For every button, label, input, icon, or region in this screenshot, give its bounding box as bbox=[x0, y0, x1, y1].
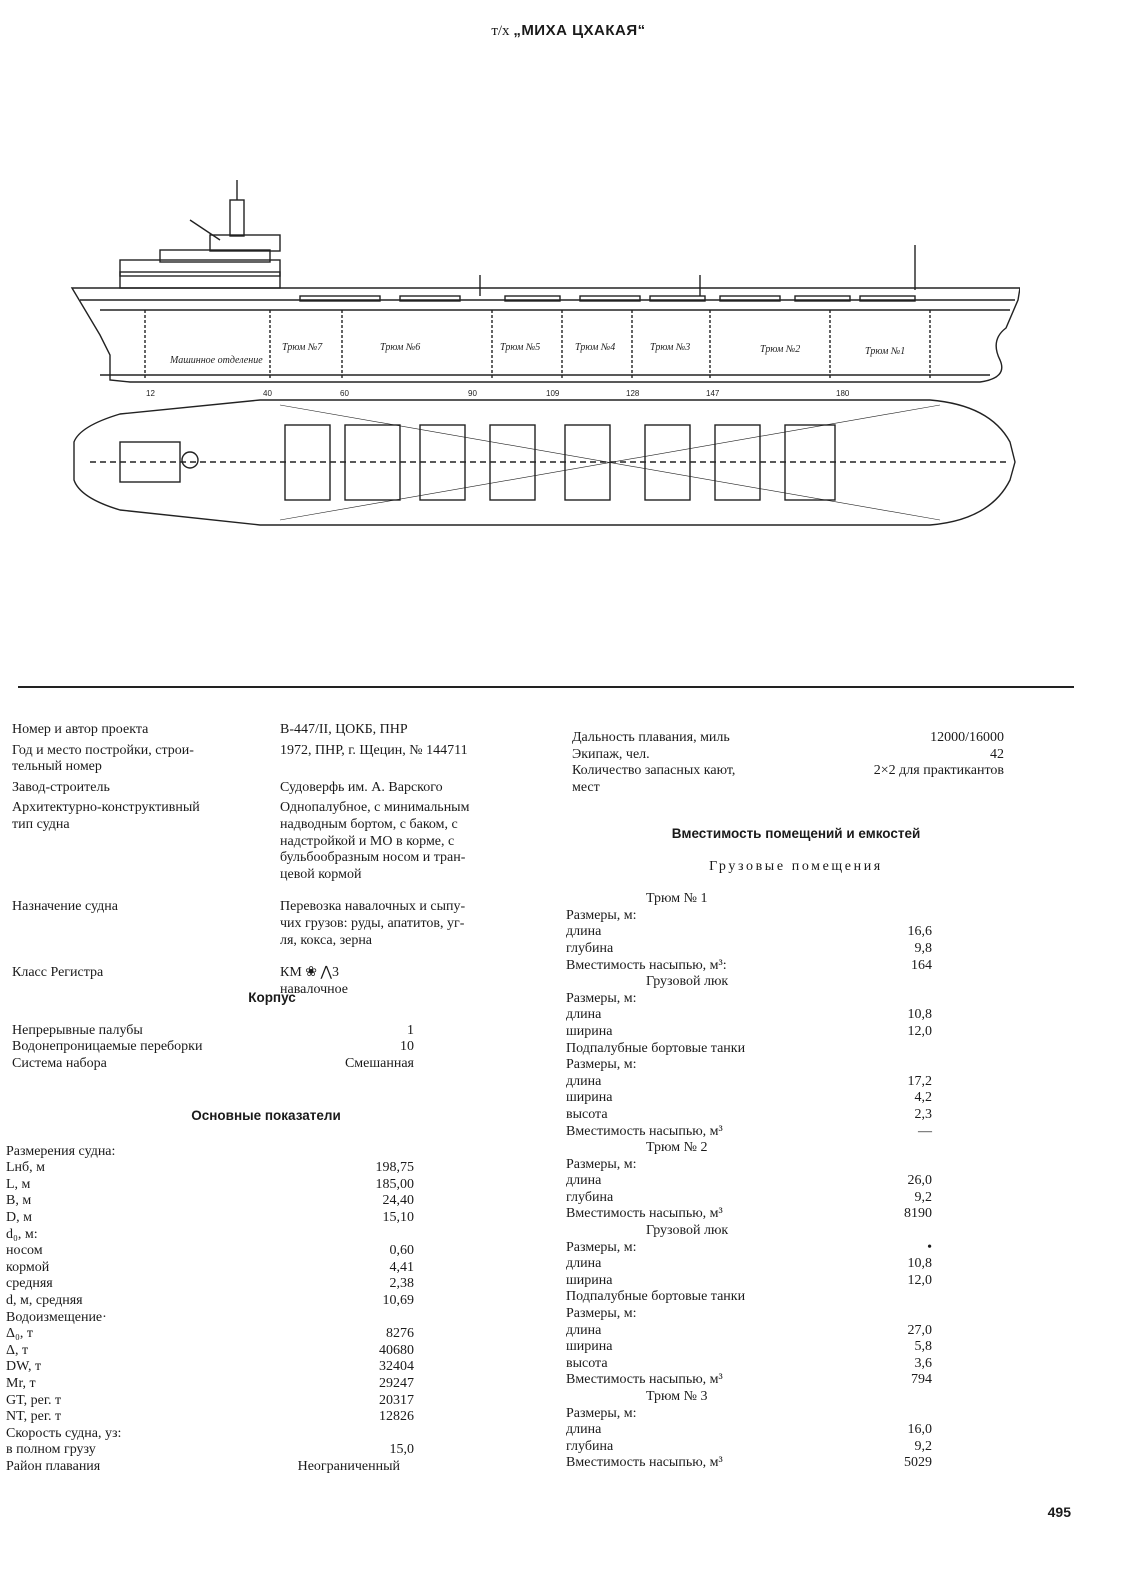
info-value-line: чих грузов: руды, апатитов, уг- bbox=[280, 915, 465, 931]
row-value: 9,8 bbox=[914, 940, 932, 956]
row-value: 4,41 bbox=[389, 1259, 414, 1275]
row-value: 10,8 bbox=[907, 1007, 932, 1023]
data-row bbox=[6, 1193, 526, 1210]
row-label: в полном грузу bbox=[6, 1442, 96, 1458]
data-row bbox=[6, 1442, 526, 1459]
info-label bbox=[12, 722, 148, 739]
data-row bbox=[6, 1376, 526, 1393]
info-label-line: Номер и автор проекта bbox=[12, 722, 149, 737]
info-value-line: бульбообразным носом и тран- bbox=[280, 850, 466, 866]
row-value: 17,2 bbox=[907, 1073, 932, 1089]
row-value: 15,0 bbox=[389, 1442, 414, 1458]
data-row bbox=[566, 1439, 1026, 1456]
row-label: Вместимость насыпью, м³ bbox=[566, 1123, 723, 1139]
row-subtitle: Трюм № 2 bbox=[646, 1140, 708, 1156]
data-row bbox=[566, 1256, 1026, 1273]
data-row bbox=[566, 1273, 1026, 1290]
row-value: 20317 bbox=[379, 1392, 414, 1408]
engine-room-label: Машинное отделение bbox=[170, 355, 263, 366]
row-value: 12000/16000 bbox=[930, 730, 1004, 745]
data-row bbox=[566, 991, 1026, 1008]
row-value: 16,6 bbox=[907, 924, 932, 940]
data-row bbox=[566, 1372, 1026, 1389]
info-value bbox=[280, 780, 443, 797]
row-label: Система набора bbox=[12, 1055, 107, 1071]
row-label: кормой bbox=[6, 1259, 50, 1275]
data-row bbox=[6, 1310, 526, 1327]
title-prefix: т/х bbox=[491, 23, 510, 39]
row-subtitle: Грузовой люк bbox=[646, 1223, 729, 1239]
row-subtitle: Грузовой люк bbox=[646, 974, 729, 990]
row-value: 2×2 для практикантов bbox=[873, 763, 1004, 779]
row-value: 10 bbox=[400, 1039, 414, 1055]
row-value: 12,0 bbox=[907, 1023, 932, 1039]
row-label: d₀, м: bbox=[6, 1226, 38, 1242]
row-value: 40680 bbox=[379, 1342, 414, 1358]
data-row bbox=[566, 1389, 1026, 1406]
capacity-heading: Вместимость помещений и емкостей bbox=[671, 826, 921, 841]
data-row bbox=[566, 1007, 1026, 1024]
row-value: 32404 bbox=[379, 1359, 414, 1375]
row-label: Вместимость насыпью, м³: bbox=[566, 957, 727, 973]
row-label: ширина bbox=[566, 1090, 613, 1106]
data-row bbox=[566, 1157, 1026, 1174]
row-label: D, м bbox=[6, 1209, 32, 1225]
row-label: ширина bbox=[566, 1272, 613, 1288]
data-row bbox=[566, 1306, 1026, 1323]
data-row bbox=[6, 1359, 526, 1376]
page-title bbox=[0, 22, 1137, 40]
info-value-line: Перевозка навалочных и сыпу- bbox=[280, 899, 466, 915]
info-label-line: тельный номер bbox=[12, 759, 102, 775]
data-row bbox=[6, 1177, 526, 1194]
info-label-line: тип судна bbox=[12, 816, 70, 832]
data-row bbox=[566, 924, 1026, 941]
info-row bbox=[12, 800, 532, 883]
frame-number: 40 bbox=[263, 389, 272, 398]
info-value-line: В-447/II, ЦОКБ, ПНР bbox=[280, 722, 408, 737]
row-value: 10,69 bbox=[382, 1292, 414, 1308]
capacity-subheading: Грузовые помещения bbox=[709, 858, 883, 874]
data-row bbox=[566, 1024, 1026, 1041]
info-row bbox=[12, 743, 532, 776]
info-label bbox=[12, 743, 194, 776]
row-value: 0,60 bbox=[389, 1243, 414, 1259]
row-label: Размерения судна: bbox=[6, 1143, 116, 1159]
row-label: глубина bbox=[566, 940, 614, 956]
data-row bbox=[566, 1041, 1026, 1058]
row-label: Δ₀, т bbox=[6, 1326, 34, 1342]
data-row bbox=[566, 1107, 1026, 1124]
superstructure bbox=[120, 260, 280, 288]
row-label: Lнб, м bbox=[6, 1160, 46, 1176]
data-row bbox=[12, 1023, 532, 1040]
hull-heading: Корпус bbox=[248, 990, 296, 1005]
info-value bbox=[280, 722, 408, 739]
data-row bbox=[6, 1343, 526, 1360]
ship-drawing bbox=[60, 180, 1020, 560]
row-value: 198,75 bbox=[375, 1160, 414, 1176]
info-value-line: Судоверфь им. А. Варского bbox=[280, 779, 443, 795]
row-label: Подпалубные бортовые танки bbox=[566, 1040, 746, 1056]
row-label: глубина bbox=[566, 1438, 614, 1454]
data-row bbox=[566, 1339, 1026, 1356]
data-row bbox=[566, 974, 1026, 991]
row-label: высота bbox=[566, 1106, 608, 1122]
row-value: • bbox=[927, 1239, 932, 1255]
hold-label: Трюм №2 bbox=[760, 344, 801, 355]
row-label: длина bbox=[566, 1073, 602, 1089]
data-row bbox=[566, 1406, 1026, 1423]
row-value: 8190 bbox=[904, 1206, 932, 1222]
main-heading: Основные показатели bbox=[191, 1108, 341, 1123]
row-label: Размеры, м: bbox=[566, 990, 637, 1006]
hold-label: Трюм №7 bbox=[282, 342, 323, 353]
row-label: Вместимость насыпью, м³ bbox=[566, 1455, 723, 1471]
row-value: 26,0 bbox=[907, 1173, 932, 1189]
row-label: Размеры, м: bbox=[566, 1057, 637, 1073]
data-row bbox=[566, 1422, 1026, 1439]
hold-label: Трюм №6 bbox=[380, 342, 421, 353]
row-value: 3,6 bbox=[914, 1355, 932, 1371]
info-value-line: ля, кокса, зерна bbox=[280, 932, 373, 948]
data-row bbox=[572, 780, 1032, 797]
capacity-section bbox=[566, 826, 1026, 1472]
data-row bbox=[572, 730, 1032, 747]
row-value: 4,2 bbox=[914, 1090, 932, 1106]
data-row bbox=[566, 1074, 1026, 1091]
row-label: длина bbox=[566, 1173, 602, 1189]
info-label bbox=[12, 800, 200, 833]
data-row bbox=[566, 1223, 1026, 1240]
row-label: Район плавания bbox=[6, 1458, 101, 1474]
info-label-line: Завод-строитель bbox=[12, 779, 110, 795]
data-row bbox=[6, 1243, 526, 1260]
row-label: длина bbox=[566, 1422, 602, 1438]
info-label bbox=[12, 899, 118, 916]
info-label-line: Назначение судна bbox=[12, 899, 118, 915]
info-label bbox=[12, 780, 110, 797]
row-value: 794 bbox=[911, 1372, 932, 1388]
info-label-line: Архитектурно-конструктивный bbox=[12, 800, 200, 816]
data-row bbox=[6, 1426, 526, 1443]
row-value: 9,2 bbox=[914, 1189, 932, 1205]
row-value: 2,3 bbox=[914, 1106, 932, 1122]
info-label-line: Класс Регистра bbox=[12, 965, 104, 981]
page-number: 495 bbox=[1047, 1504, 1071, 1520]
data-row bbox=[6, 1260, 526, 1277]
data-row bbox=[6, 1210, 526, 1227]
info-value-line: надстройкой и МО в корме, с bbox=[280, 833, 455, 849]
row-label: Водонепроницаемые переборки bbox=[12, 1039, 203, 1055]
row-value: 29247 bbox=[379, 1375, 414, 1391]
row-label: B, м bbox=[6, 1193, 32, 1209]
row-label: носом bbox=[6, 1243, 43, 1259]
info-row bbox=[12, 899, 532, 949]
row-value: 12826 bbox=[379, 1409, 414, 1425]
row-subtitle: Трюм № 1 bbox=[646, 891, 708, 907]
row-label: NT, рег. т bbox=[6, 1409, 62, 1425]
data-row bbox=[6, 1276, 526, 1293]
data-row bbox=[6, 1393, 526, 1410]
row-label: ширина bbox=[566, 1023, 613, 1039]
row-label: длина bbox=[566, 1322, 602, 1338]
hold-label: Трюм №1 bbox=[865, 346, 906, 357]
row-value: 5029 bbox=[904, 1455, 932, 1471]
data-row bbox=[566, 1356, 1026, 1373]
info-value-line: навалочное bbox=[280, 981, 349, 997]
row-label: DW, т bbox=[6, 1359, 42, 1375]
row-label: Δ, т bbox=[6, 1342, 29, 1358]
info-value-line: 1972, ПНР, г. Щецин, № 144711 bbox=[280, 742, 468, 758]
data-row bbox=[566, 1289, 1026, 1306]
data-row bbox=[566, 958, 1026, 975]
row-label: Дальность плавания, миль bbox=[572, 730, 730, 745]
data-row bbox=[566, 1090, 1026, 1107]
row-label: Размеры, м: bbox=[566, 907, 637, 923]
row-value: 42 bbox=[990, 746, 1004, 762]
data-row bbox=[566, 1240, 1026, 1257]
row-label: Водоизмещение· bbox=[6, 1309, 107, 1325]
frame-number: 147 bbox=[706, 389, 720, 398]
row-value: 10,8 bbox=[907, 1256, 932, 1272]
data-row bbox=[6, 1326, 526, 1343]
frame-number: 128 bbox=[626, 389, 640, 398]
row-label: длина bbox=[566, 924, 602, 940]
row-value: 185,00 bbox=[375, 1176, 414, 1192]
data-row bbox=[12, 1056, 532, 1073]
row-label: средняя bbox=[6, 1276, 53, 1292]
row-value: 12,0 bbox=[907, 1272, 932, 1288]
row-value: 1 bbox=[407, 1022, 414, 1038]
frame-number: 60 bbox=[340, 389, 349, 398]
hold-label: Трюм №4 bbox=[575, 342, 616, 353]
row-label: мест bbox=[572, 779, 600, 795]
data-row bbox=[566, 1140, 1026, 1157]
data-row bbox=[566, 908, 1026, 925]
data-row bbox=[566, 1455, 1026, 1472]
data-row bbox=[566, 1057, 1026, 1074]
row-label: Экипаж, чел. bbox=[572, 746, 650, 762]
info-value bbox=[280, 800, 469, 883]
row-value: 2,38 bbox=[389, 1276, 414, 1292]
ship-name: „МИХА ЦХАКАЯ“ bbox=[513, 22, 646, 39]
info-value-line: Однопалубное, с минимальным bbox=[280, 800, 470, 816]
row-label: Количество запасных кают, bbox=[572, 763, 736, 779]
row-label: Скорость судна, уз: bbox=[6, 1425, 122, 1441]
info-row bbox=[12, 722, 532, 739]
data-row bbox=[566, 1206, 1026, 1223]
hold-label: Трюм №3 bbox=[650, 342, 691, 353]
data-row bbox=[566, 1323, 1026, 1340]
main-indicators-section bbox=[6, 1108, 526, 1475]
row-value: — bbox=[918, 1123, 932, 1139]
info-value-line: цевой кормой bbox=[280, 866, 362, 882]
info-row bbox=[12, 780, 532, 797]
data-row bbox=[572, 747, 1032, 764]
row-label: Размеры, м: bbox=[566, 1306, 637, 1322]
row-value: 164 bbox=[911, 957, 932, 973]
info-label bbox=[12, 965, 103, 982]
info-value bbox=[280, 743, 468, 760]
row-value: 15,10 bbox=[382, 1209, 414, 1225]
row-value: 5,8 bbox=[914, 1339, 932, 1355]
voyage-crew-info bbox=[572, 730, 1032, 796]
section-divider bbox=[18, 686, 1074, 688]
frame-number: 90 bbox=[468, 389, 477, 398]
row-label: Непрерывные палубы bbox=[12, 1022, 143, 1038]
data-row bbox=[6, 1293, 526, 1310]
hold-label: Трюм №5 bbox=[500, 342, 541, 353]
row-label: Подпалубные бортовые танки bbox=[566, 1289, 746, 1305]
data-row bbox=[566, 941, 1026, 958]
info-value bbox=[280, 899, 465, 949]
row-label: L, м bbox=[6, 1176, 31, 1192]
data-row bbox=[6, 1160, 526, 1177]
data-row bbox=[6, 1409, 526, 1426]
frame-number: 12 bbox=[146, 389, 155, 398]
row-label: высота bbox=[566, 1355, 608, 1371]
data-row bbox=[6, 1459, 526, 1476]
row-label: GT, рег. т bbox=[6, 1392, 62, 1408]
data-row bbox=[566, 1173, 1026, 1190]
row-label: Mr, т bbox=[6, 1375, 36, 1391]
row-label: длина bbox=[566, 1256, 602, 1272]
row-subtitle: Трюм № 3 bbox=[646, 1389, 708, 1404]
row-label: d, м, средняя bbox=[6, 1292, 83, 1308]
data-row bbox=[566, 1190, 1026, 1207]
row-value: Неограниченный bbox=[297, 1458, 400, 1474]
row-label: Размеры, м: bbox=[566, 1239, 637, 1255]
frame-number: 180 bbox=[836, 389, 850, 398]
row-value: 9,2 bbox=[914, 1438, 932, 1454]
row-value: 24,40 bbox=[382, 1193, 414, 1209]
row-value: 27,0 bbox=[907, 1322, 932, 1338]
general-info bbox=[12, 722, 532, 998]
row-label: длина bbox=[566, 1007, 602, 1023]
hull-side-outline bbox=[72, 288, 1020, 382]
data-row bbox=[566, 1124, 1026, 1141]
row-label: Вместимость насыпью, м³ bbox=[566, 1206, 723, 1222]
row-value: 8276 bbox=[386, 1326, 414, 1342]
data-row bbox=[566, 891, 1026, 908]
data-row bbox=[6, 1227, 526, 1244]
info-value-line: надводным бортом, с баком, с bbox=[280, 816, 458, 832]
hull-section bbox=[12, 990, 532, 1072]
data-row bbox=[6, 1144, 526, 1161]
row-label: ширина bbox=[566, 1339, 613, 1355]
data-row bbox=[12, 1039, 532, 1056]
row-value: Смешанная bbox=[344, 1055, 414, 1071]
row-label: Вместимость насыпью, м³ bbox=[566, 1372, 723, 1388]
data-row bbox=[572, 763, 1032, 780]
info-value-line: КМ ❀ ⋀3 bbox=[280, 965, 340, 981]
frame-number: 109 bbox=[546, 389, 560, 398]
info-label-line: Год и место постройки, строи- bbox=[12, 742, 194, 758]
row-label: глубина bbox=[566, 1189, 614, 1205]
row-value: 16,0 bbox=[907, 1422, 932, 1438]
row-label: Размеры, м: bbox=[566, 1405, 637, 1421]
row-label: Размеры, м: bbox=[566, 1156, 637, 1172]
